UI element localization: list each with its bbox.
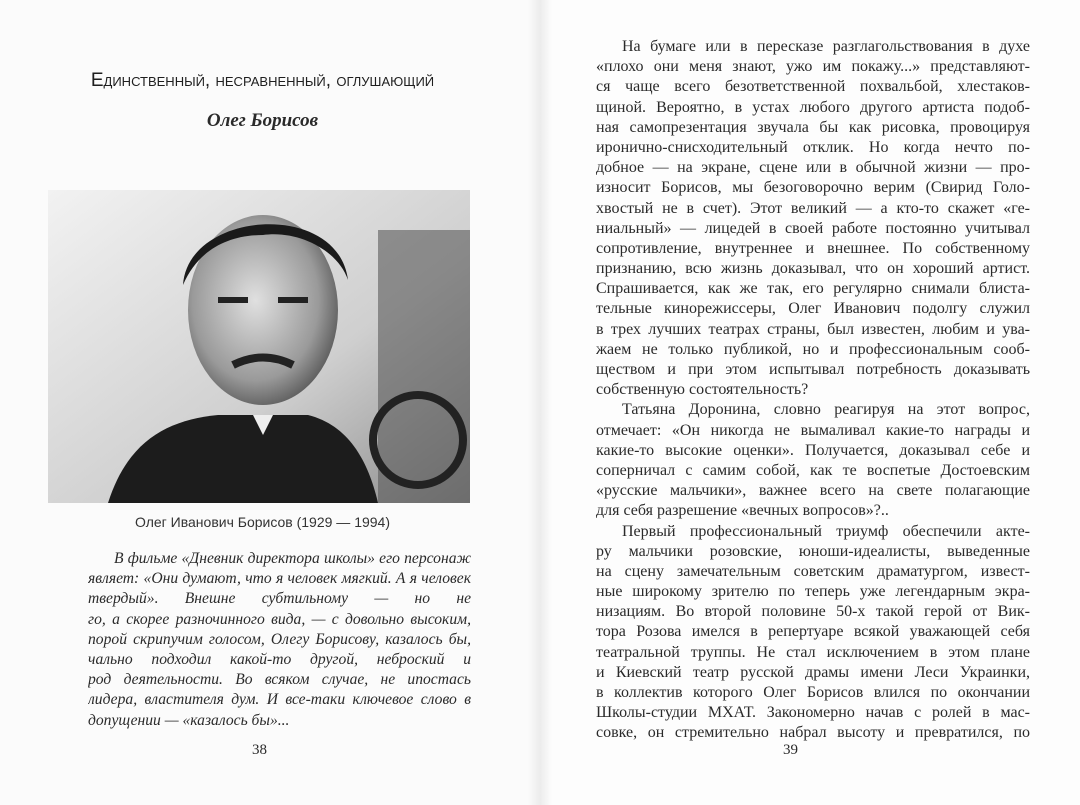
chapter-subtitle: Олег Борисов	[206, 110, 319, 131]
text-line: ные широкому зрителю по теперь уже легендарным экра-	[596, 583, 1030, 601]
text-line: отмечает: «Он никогда не вымаливал какие-то награды и	[596, 421, 1030, 439]
portrait-photo	[48, 190, 470, 503]
text-line: Татьяна Доронина, словно реагируя на этот вопрос,	[622, 401, 1030, 419]
text-line: щиной. Вероятно, в устах любого другого артиста подоб-	[596, 98, 1030, 116]
text-line: какие-то высокие оценки». Получается, доказывал себе и	[596, 441, 1030, 459]
text-line: На бумаге или в пересказе разглагольствования в духе	[622, 38, 1030, 55]
text-line: совке, он стремительно набрал высоту и превратился, по	[596, 724, 1030, 742]
text-line: ществом и при этом испытывал потребность доказывать	[596, 361, 1030, 378]
text-line: тельные кинорежиссеры, Олег Иванович подолгу служил	[596, 300, 1030, 318]
text-line: Первый профессиональный триумф обеспечили акте-	[622, 522, 1030, 540]
text-line: хвостый не в счет). Этот великий — а кто-то скажет «ге-	[596, 199, 1030, 217]
text-line: «русские мальчики», важнее всего на свете полагающие	[596, 482, 1030, 500]
text-line: для себя разрешение «вечных вопросов»?..	[596, 502, 889, 520]
text-line: тора Розова имелся в репертуаре всякой уважающей себя	[596, 623, 1030, 641]
text-line: театральной труппы. Не стал исключением в этом плане	[596, 643, 1030, 661]
text-line: «плохо они меня знают, ужо им покажу...» представляют-	[596, 58, 1030, 76]
photo-caption: Олег Иванович Борисов (1929 — 1994)	[134, 514, 390, 530]
portrait-image	[48, 190, 470, 503]
text-line: собственную состоятельность?	[596, 381, 809, 399]
text-line: соперничал с самим собой, как те воспетые Достоевским	[596, 461, 1030, 479]
text-line: низациям. Во второй половине 50-х такой герой от Вик-	[596, 603, 1030, 621]
text-line: в коллектив которого Олег Борисов влился по окончании	[596, 684, 1030, 701]
text-line: в трех лучших театрах страны, был известен, любим и ува-	[596, 320, 1030, 338]
text-line: Спрашивается, как же так, его регулярно снимали блиста-	[596, 280, 1030, 298]
text-line: ся чаще всего безответственной похвальбой, хлестаков-	[596, 78, 1030, 96]
text-line: добное — на экране, сцене или в обычной жизни — про-	[596, 159, 1030, 177]
text-line: В фильме «Дневник директора школы» его персонаж	[114, 550, 471, 567]
text-line: на сцену замечательным советским драматургом, извест-	[596, 562, 1030, 580]
left-body-text	[88, 549, 471, 731]
text-line: Школы-студии МХАТ. Закономерно начав с ролей в мас-	[596, 704, 1030, 722]
text-line: твердый». Внешне субтильному — но не	[88, 590, 471, 608]
text-line: допущении — «казалось бы»...	[88, 711, 290, 729]
text-line: го, а скорее разночинного вида, — с довольно высоким,	[88, 610, 471, 628]
text-line: жаем не только публикой, но и профессиональным сооб-	[596, 340, 1030, 358]
page-number-right: 39	[783, 742, 798, 758]
page-number-left: 38	[252, 742, 267, 758]
chapter-title: Единственный, несравненный, оглушающий	[90, 70, 435, 91]
text-line: лидера, властителя дум. И все-таки ключевое слово в	[88, 691, 471, 709]
text-line: являет: «Они думают, что я человек мягкий. А я человек	[88, 570, 471, 588]
text-line: чально подходил какой-то другой, неброский и	[88, 650, 471, 668]
text-line: сопротивление, внутреннее и внешнее. По собственному	[596, 239, 1030, 257]
text-line: порой скрипучим голосом, Олегу Борисову, казалось бы,	[88, 630, 471, 648]
right-body-text	[596, 37, 1030, 744]
text-line: износит Борисов, мы безоговорочно верим (Свирид Голо-	[596, 179, 1030, 197]
text-line: ру мальчики розовские, юноши-идеалисты, выведенные	[596, 542, 1030, 560]
text-line: признанию, всю жизнь доказывал, что он хороший артист.	[596, 260, 1030, 278]
text-line: ниальный» — лицедей в своей работе постоянно учитывал	[596, 219, 1030, 237]
text-line: род деятельности. Во всяком случае, не ипостась	[88, 671, 471, 689]
book-gutter	[528, 0, 552, 805]
right-page	[540, 0, 1080, 805]
text-line: ная самопрезентация звучала бы как рисовка, провоцируя	[596, 118, 1030, 136]
text-line: иронично-снисходительный отклик. Но когда нечто по-	[596, 138, 1030, 156]
text-line: и Киевский театр русской драмы имени Леси Украинки,	[596, 663, 1030, 681]
